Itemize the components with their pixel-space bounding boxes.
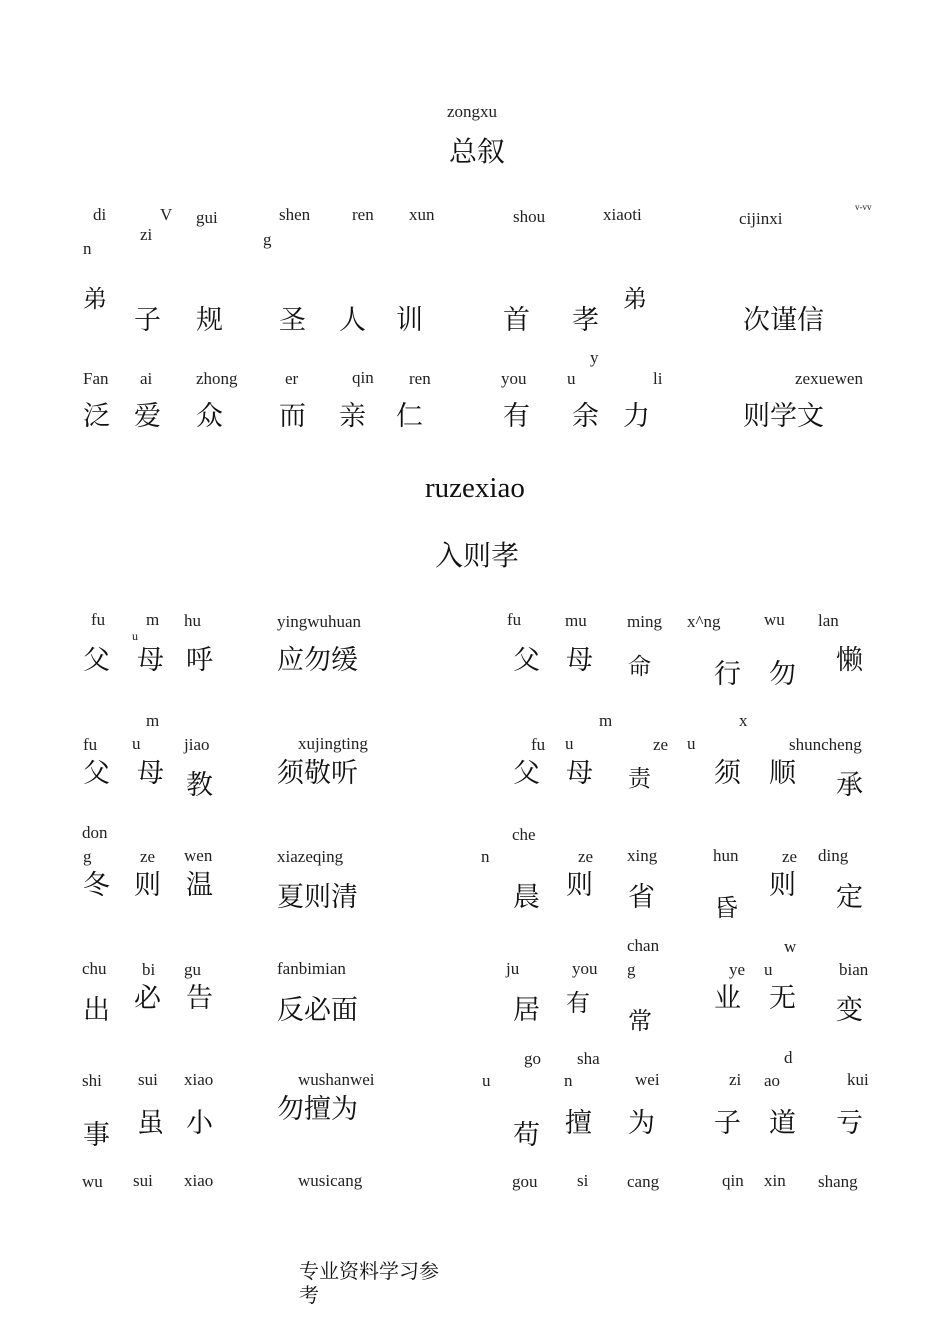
hanzi: 温 (186, 870, 213, 900)
pinyin: m (146, 610, 160, 629)
pinyin: ze (782, 847, 798, 866)
pinyin: n (481, 847, 490, 866)
pinyin: wushanwei (298, 1070, 375, 1089)
pinyin: x^ng (687, 612, 721, 631)
pinyin: xiaoti (603, 205, 642, 224)
hanzi: 则 (769, 870, 796, 900)
hanzi: 首 (503, 305, 530, 335)
pinyin: xin (764, 1171, 786, 1190)
hanzi: 须 (714, 758, 741, 788)
hanzi: 责 (628, 766, 651, 791)
pinyin: u (567, 369, 576, 388)
hanzi: 冬 (83, 870, 110, 900)
hanzi: 虽 (137, 1108, 164, 1138)
pinyin: xiao (184, 1171, 214, 1190)
hanzi: 母 (137, 645, 164, 675)
pinyin: you (501, 369, 527, 388)
hanzi: 勿擅为 (277, 1094, 358, 1124)
pinyin: ye (729, 960, 746, 979)
hanzi: 变 (836, 995, 863, 1025)
hanzi: 须敬听 (277, 758, 358, 788)
pinyin: m (599, 711, 613, 730)
pinyin: u (565, 734, 574, 753)
section-title-pinyin: zongxu (447, 102, 498, 121)
pinyin: che (512, 825, 536, 844)
pinyin: gu (184, 960, 201, 979)
pinyin: xiazeqing (277, 847, 344, 866)
pinyin: y (590, 348, 599, 367)
pinyin: chan (627, 936, 660, 955)
pinyin: x (739, 711, 748, 730)
pinyin: wusicang (298, 1171, 363, 1190)
pinyin: ze (140, 847, 156, 866)
pinyin: shang (818, 1172, 858, 1191)
hanzi: 亏 (836, 1108, 863, 1138)
hanzi: 子 (714, 1108, 741, 1138)
hanzi: 母 (566, 758, 593, 788)
pinyin: bian (839, 960, 869, 979)
pinyin: go (524, 1049, 541, 1068)
hanzi: 孝 (572, 305, 599, 335)
pinyin: bi (142, 960, 156, 979)
hanzi: 命 (628, 654, 651, 679)
pinyin: don (82, 823, 108, 842)
hanzi: 承 (836, 770, 863, 800)
hanzi: 则学文 (743, 401, 824, 431)
hanzi: 行 (714, 659, 741, 689)
hanzi: 擅 (565, 1108, 592, 1138)
pinyin: u (132, 629, 138, 643)
pinyin: yingwuhuan (277, 612, 362, 631)
section-title: 总叙 (449, 137, 506, 168)
pinyin: ao (764, 1071, 781, 1090)
pinyin: fu (83, 735, 98, 754)
hanzi: 泛 (83, 401, 110, 431)
pinyin: fu (507, 610, 522, 629)
hanzi: 仁 (396, 401, 423, 431)
pinyin: fu (531, 735, 546, 754)
pinyin: u (764, 960, 773, 979)
pinyin: m (146, 711, 160, 730)
pinyin: jiao (184, 735, 210, 754)
hanzi: 常 (628, 1009, 652, 1035)
hanzi: 父 (513, 645, 540, 675)
hanzi: 业 (714, 983, 741, 1013)
hanzi: 圣 (279, 305, 306, 335)
hanzi: 力 (623, 401, 650, 431)
section-title: 入则孝 (435, 541, 520, 572)
pinyin: xujingting (298, 734, 368, 753)
hanzi: 规 (196, 305, 223, 335)
pinyin: gou (512, 1172, 538, 1191)
pinyin: fanbimian (277, 959, 346, 978)
pinyin: wu (82, 1172, 103, 1191)
hanzi: 父 (83, 645, 110, 675)
pinyin: qin (352, 368, 374, 387)
pinyin: ze (653, 735, 669, 754)
hanzi: 夏则清 (277, 882, 358, 912)
pinyin: shen (279, 205, 311, 224)
pinyin: ding (818, 846, 849, 865)
hanzi: 无 (769, 983, 796, 1013)
hanzi: 事 (83, 1120, 110, 1150)
hanzi: 顺 (769, 758, 796, 788)
hanzi: 而 (279, 401, 306, 431)
pinyin: u (482, 1071, 491, 1090)
hanzi: 为 (628, 1108, 655, 1138)
hanzi: 亲 (339, 401, 366, 431)
pinyin: er (285, 369, 299, 388)
pinyin: v-vv (855, 202, 872, 212)
hanzi: 有 (566, 991, 590, 1017)
pinyin: u (132, 734, 141, 753)
pinyin: u (687, 734, 696, 753)
pinyin: cang (627, 1172, 660, 1191)
pinyin: xun (409, 205, 435, 224)
hanzi: 晨 (513, 882, 540, 912)
pinyin: hun (713, 846, 739, 865)
pinyin: g (83, 847, 92, 866)
section-title-pinyin: ruzexiao (425, 472, 525, 504)
pinyin: g (627, 960, 636, 979)
pinyin: Fan (83, 369, 109, 388)
hanzi: 子 (134, 305, 161, 335)
pinyin: ren (352, 205, 374, 224)
pinyin: qin (722, 1171, 744, 1190)
hanzi: 训 (396, 305, 423, 335)
hanzi: 小 (186, 1108, 213, 1138)
pinyin: li (653, 369, 663, 388)
pinyin: wei (635, 1070, 660, 1089)
pinyin: lan (818, 611, 839, 630)
hanzi: 父 (83, 758, 110, 788)
pinyin: zi (729, 1070, 742, 1089)
hanzi: 母 (566, 645, 593, 675)
pinyin: ai (140, 369, 153, 388)
pinyin: n (83, 239, 92, 258)
hanzi: 父 (513, 758, 540, 788)
hanzi: 道 (769, 1108, 796, 1138)
hanzi: 爱 (134, 401, 161, 431)
hanzi: 居 (513, 995, 540, 1025)
hanzi: 弟 (623, 287, 647, 313)
pinyin: w (784, 937, 797, 956)
pinyin: fu (91, 610, 106, 629)
pinyin: g (263, 230, 272, 249)
pinyin: gui (196, 208, 218, 227)
pinyin: zi (140, 225, 153, 244)
hanzi: 苟 (513, 1120, 540, 1150)
footer-text: 考 (299, 1285, 319, 1307)
hanzi: 弟 (83, 287, 107, 313)
pinyin: wen (184, 846, 213, 865)
hanzi: 众 (196, 401, 223, 431)
hanzi: 必 (134, 983, 161, 1013)
pinyin: xing (627, 846, 658, 865)
pinyin: zhong (196, 369, 238, 388)
pinyin: d (784, 1048, 793, 1067)
pinyin: xiao (184, 1070, 214, 1089)
pinyin: shi (82, 1071, 102, 1090)
pinyin: sui (138, 1070, 158, 1089)
pinyin: you (572, 959, 598, 978)
pinyin: si (577, 1171, 589, 1190)
pinyin: ming (627, 612, 662, 631)
hanzi: 则 (566, 870, 593, 900)
hanzi: 则 (134, 870, 161, 900)
footer-text: 专业资料学习参 (299, 1261, 439, 1283)
pinyin: mu (565, 611, 587, 630)
pinyin: shuncheng (789, 735, 862, 754)
hanzi: 呼 (186, 645, 213, 675)
hanzi: 应勿缓 (277, 645, 358, 675)
hanzi: 有 (503, 401, 530, 431)
pinyin: sha (577, 1049, 600, 1068)
pinyin: di (93, 205, 107, 224)
hanzi: 母 (137, 758, 164, 788)
pinyin: ren (409, 369, 431, 388)
pinyin: kui (847, 1070, 869, 1089)
pinyin: ze (578, 847, 594, 866)
hanzi: 昏 (714, 896, 738, 922)
pinyin: zexuewen (795, 369, 863, 388)
pinyin: sui (133, 1171, 153, 1190)
hanzi: 次谨信 (743, 305, 824, 335)
hanzi: 余 (572, 401, 599, 431)
hanzi: 教 (186, 770, 213, 800)
pinyin: ju (506, 959, 520, 978)
pinyin: chu (82, 959, 107, 978)
hanzi: 反必面 (277, 995, 358, 1025)
hanzi: 勿 (769, 659, 796, 689)
pinyin: n (564, 1071, 573, 1090)
pinyin: shou (513, 207, 546, 226)
hanzi: 人 (339, 305, 366, 335)
pinyin: cijinxi (739, 209, 783, 228)
hanzi: 告 (186, 983, 213, 1013)
hanzi: 定 (836, 882, 863, 912)
pinyin: wu (764, 610, 785, 629)
hanzi: 出 (83, 995, 110, 1025)
pinyin: V (160, 205, 173, 224)
hanzi: 省 (628, 882, 655, 912)
hanzi: 懒 (836, 645, 863, 675)
pinyin: hu (184, 611, 201, 630)
